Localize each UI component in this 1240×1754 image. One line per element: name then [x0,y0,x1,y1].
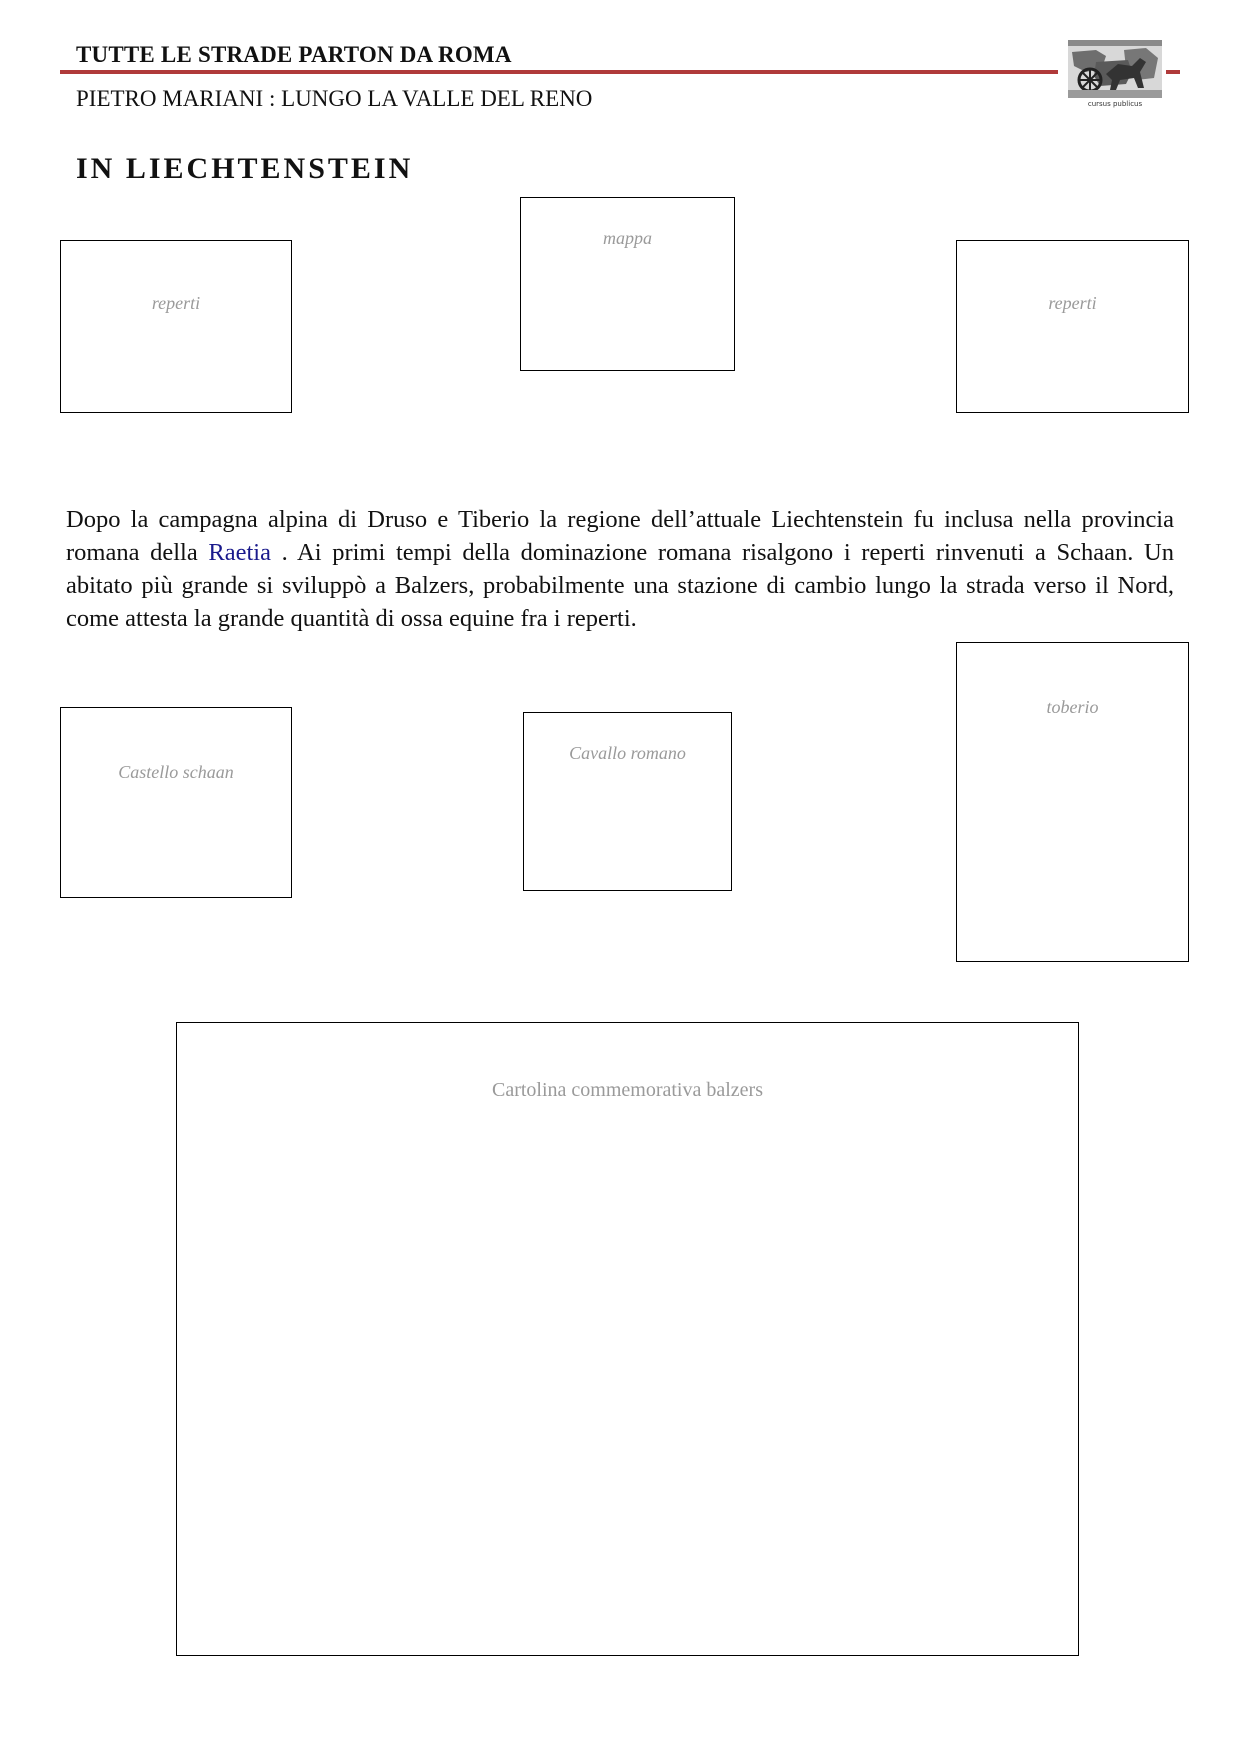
image-placeholder-toberio [956,642,1189,962]
section-heading: IN LIECHTENSTEIN [76,152,414,185]
image-placeholder-reperti-left [60,240,292,413]
paragraph-text-end: . Ai primi tempi della dominazione romana risalgono i reperti rinvenuti a Schaan. Un abitato più grande si sviluppò a Balzers, probabilmente una stazione di cambio lungo la strada verso il Nord, come attesta la grande quantità di ossa equine fra i reperti. [66,538,1174,632]
image-caption: mappa [603,228,652,248]
image-caption: reperti [1048,293,1097,313]
paragraph-text-start: Dopo la campagna alpina di Druso e Tiberio la regione dell’attuale Liechtenstein fu inclusa nella provincia romana della [66,505,1174,566]
document-header-title: TUTTE LE STRADE PARTON DA ROMA [76,42,512,67]
image-caption: reperti [151,293,201,313]
logo-caption: cursus publicus [1087,100,1143,108]
image-placeholder-reperti-right [956,240,1189,413]
image-placeholder-castello-schaan [60,707,292,898]
image-caption: Cavallo romano [569,743,686,763]
image-placeholder-cavallo-romano [523,712,732,891]
image-placeholder-mappa [520,197,735,371]
cursus-publicus-logo [1066,38,1164,110]
document-header-subtitle: PIETRO MARIANI : LUNGO LA VALLE DEL RENO [76,86,593,111]
header-divider [60,70,1180,74]
body-paragraph [66,503,1174,635]
image-caption: Castello schaan [118,762,234,782]
image-placeholder-cartolina-balzers [176,1022,1079,1656]
image-caption: toberio [1046,697,1099,717]
image-caption: Cartolina commemorativa balzers [491,1079,763,1101]
raetia-link[interactable]: Raetia [208,538,271,566]
